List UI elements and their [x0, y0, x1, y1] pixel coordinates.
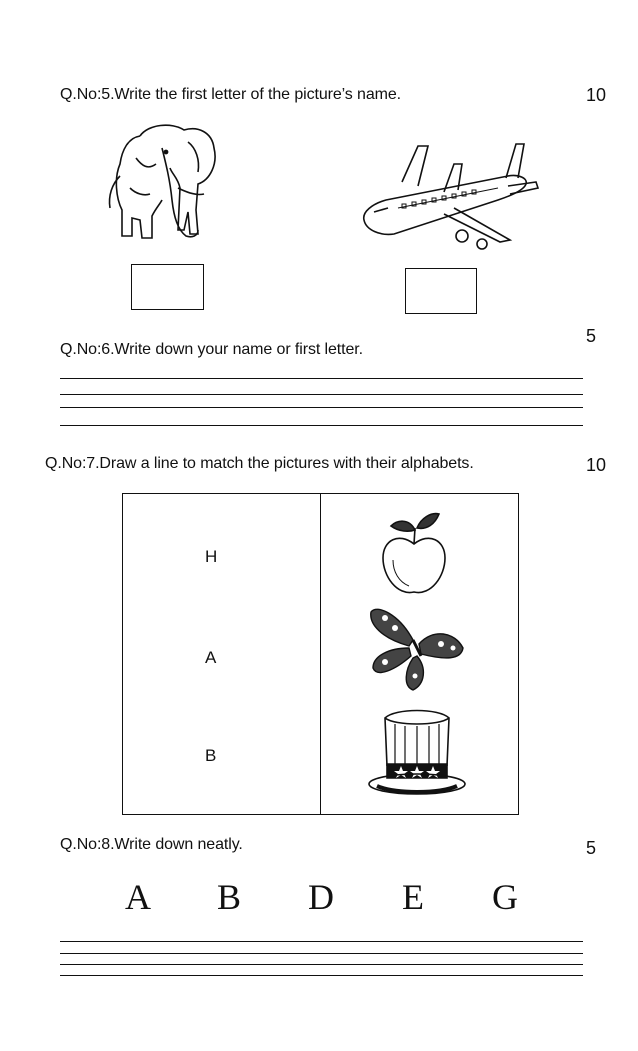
- q5-question: Q.No:5.Write the first letter of the picture’s name.: [60, 86, 402, 103]
- q7-question: Q.No:7.Draw a line to match the pictures with their alphabets.: [45, 455, 474, 472]
- q8-writing-line[interactable]: [60, 941, 583, 942]
- q6-marks: 5: [586, 326, 597, 346]
- apple-picture[interactable]: [379, 508, 449, 600]
- match-letter-h[interactable]: H: [205, 547, 218, 566]
- q5-answer-box-1[interactable]: [131, 264, 204, 310]
- q5-answer-box-2[interactable]: [405, 268, 477, 314]
- q8-question: Q.No:8.Write down neatly.: [60, 836, 243, 853]
- q6-writing-line[interactable]: [60, 425, 583, 426]
- q8-writing-line[interactable]: [60, 964, 583, 965]
- match-letter-b[interactable]: B: [205, 746, 217, 765]
- airplane-picture: [358, 138, 548, 253]
- q6-writing-line[interactable]: [60, 394, 583, 395]
- q8-letter-g: G: [492, 877, 518, 917]
- q5-marks: 10: [586, 85, 607, 105]
- match-table: [122, 493, 519, 815]
- elephant-picture: [100, 118, 230, 258]
- q8-letter-a: A: [125, 877, 151, 917]
- q6-writing-line[interactable]: [60, 378, 583, 379]
- q8-writing-line[interactable]: [60, 975, 583, 976]
- hat-picture[interactable]: [365, 706, 469, 800]
- q8-letter-e: E: [402, 877, 424, 917]
- q8-marks: 5: [586, 838, 597, 858]
- q8-writing-line[interactable]: [60, 953, 583, 954]
- q7-marks: 10: [586, 455, 607, 475]
- q8-letter-b: B: [217, 877, 242, 917]
- match-divider: [320, 494, 321, 814]
- q6-writing-line[interactable]: [60, 407, 583, 408]
- q6-question: Q.No:6.Write down your name or first letter.: [60, 341, 363, 358]
- q8-letter-d: D: [308, 877, 334, 917]
- butterfly-picture[interactable]: [369, 604, 465, 692]
- match-letter-a[interactable]: A: [205, 648, 217, 667]
